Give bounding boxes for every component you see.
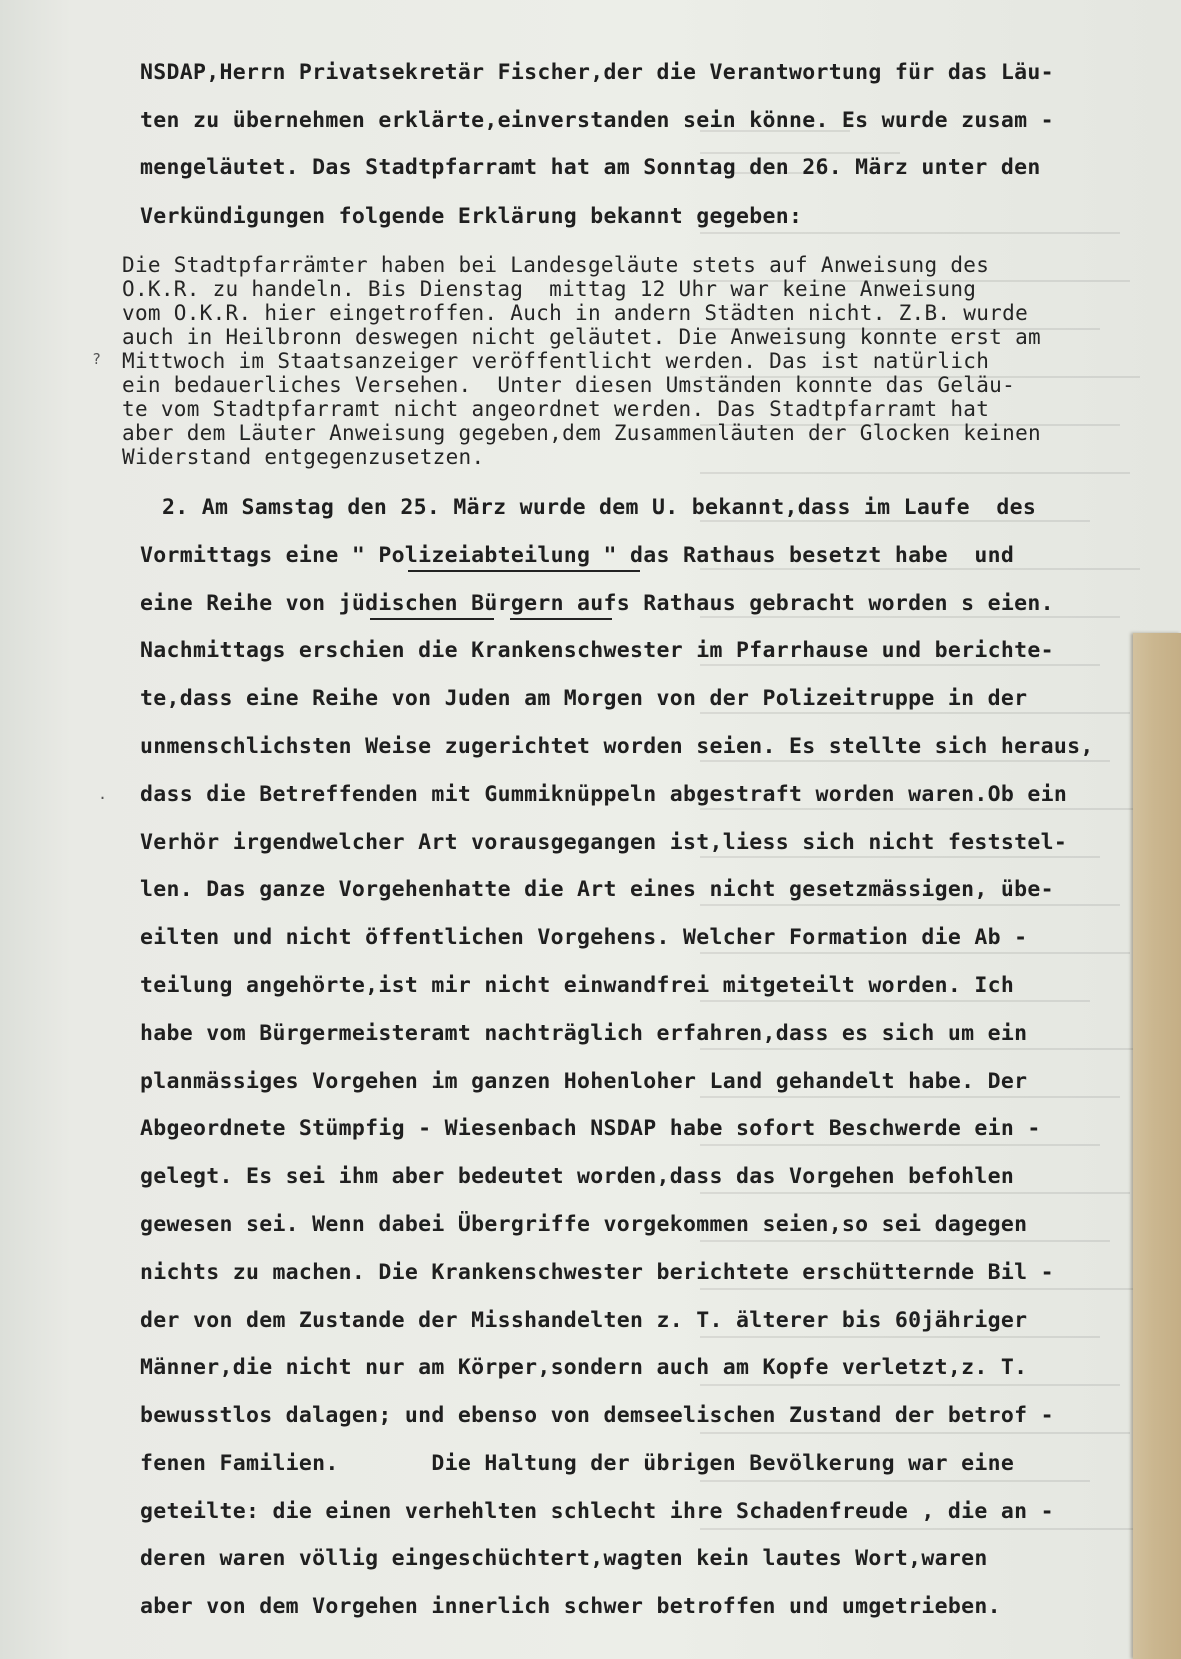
text-line: nichts zu machen. Die Krankenschwester berichtete erschütternde Bil -: [140, 1260, 1054, 1285]
text-line: ein bedauerliches Versehen. Unter diesen Umständen konnte das Geläu-: [122, 373, 1016, 397]
text-line: bewusstlos dalagen; und ebenso von demseelischen Zustand der betrof -: [140, 1403, 1054, 1428]
margin-dot-mark: .: [98, 785, 108, 803]
text-line: teilung angehörte,ist mir nicht einwandfrei mitgeteilt worden. Ich: [140, 973, 1015, 998]
text-line: auch in Heilbronn deswegen nicht geläutet. Die Anweisung konnte erst am: [122, 325, 1041, 349]
overlapping-page-edge: [1133, 633, 1181, 1659]
text-line: habe vom Bürgermeisteramt nachträglich erfahren,dass es sich um ein: [140, 1021, 1028, 1046]
text-line: Verkündigungen folgende Erklärung bekannt gegeben:: [140, 204, 803, 229]
text-line: der von dem Zustande der Misshandelten z. T. älterer bis 60jähriger: [140, 1308, 1028, 1333]
text-line: fenen Familien. Die Haltung der übrigen Bevölkerung war eine: [140, 1451, 1015, 1476]
text-line: aber von dem Vorgehen innerlich schwer betroffen und umgetrieben.: [140, 1594, 1001, 1619]
text-line: len. Das ganze Vorgehenhatte die Art eines nicht gesetzmässigen, übe-: [140, 877, 1054, 902]
text-line: ten zu übernehmen erklärte,einverstanden sein könne. Es wurde zusam -: [140, 108, 1054, 133]
text-line: 2. Am Samstag den 25. März wurde dem U. bekannt,dass im Laufe des: [162, 495, 1037, 520]
text-line: eine Reihe von jüdischen Bürgern aufs Rathaus gebracht worden s eien.: [140, 591, 1054, 616]
text-line: planmässiges Vorgehen im ganzen Hohenloher Land gehandelt habe. Der: [140, 1069, 1028, 1094]
text-line: Mittwoch im Staatsanzeiger veröffentlicht werden. Das ist natürlich: [122, 349, 990, 373]
text-line: mengeläutet. Das Stadtpfarramt hat am Sonntag den 26. März unter den: [140, 155, 1041, 180]
text-line: vom O.K.R. hier eingetroffen. Auch in andern Städten nicht. Z.B. wurde: [122, 301, 1029, 325]
underline-buergern: [510, 618, 612, 620]
text-line: deren waren völlig eingeschüchtert,wagten kein lautes Wort,waren: [140, 1546, 988, 1571]
text-line: Männer,die nicht nur am Körper,sondern auch am Kopfe verletzt,z. T.: [140, 1355, 1028, 1380]
text-line: gewesen sei. Wenn dabei Übergriffe vorgekommen seien,so sei dagegen: [140, 1212, 1028, 1237]
text-line: NSDAP,Herrn Privatsekretär Fischer,der die Verantwortung für das Läu-: [140, 60, 1054, 85]
text-line: Die Stadtpfarrämter haben bei Landesgeläute stets auf Anweisung des: [122, 253, 990, 277]
text-line: te,dass eine Reihe von Juden am Morgen von der Polizeitruppe in der: [140, 686, 1028, 711]
text-line: aber dem Läuter Anweisung gegeben,dem Zusammenläuten der Glocken keinen: [122, 421, 1041, 445]
text-line: dass die Betreffenden mit Gummiknüppeln abgestraft worden waren.Ob ein: [140, 782, 1068, 807]
text-line: eilten und nicht öffentlichen Vorgehens. Welcher Formation die Ab -: [140, 925, 1028, 950]
text-line: geteilte: die einen verhehlten schlecht ihre Schadenfreude , die an -: [140, 1499, 1054, 1524]
margin-pencil-mark: ?: [92, 350, 102, 368]
text-line: te vom Stadtpfarramt nicht angeordnet werden. Das Stadtpfarramt hat: [122, 397, 990, 421]
text-line: O.K.R. zu handeln. Bis Dienstag mittag 12 Uhr war keine Anweisung: [122, 277, 977, 301]
text-line: Widerstand entgegenzusetzen.: [122, 445, 485, 469]
text-line: Vormittags eine " Polizeiabteilung " das Rathaus besetzt habe und: [140, 543, 1015, 568]
text-line: Nachmittags erschien die Krankenschwester im Pfarrhause und berichte-: [140, 638, 1054, 663]
text-line: unmenschlichsten Weise zugerichtet worden seien. Es stellte sich heraus,: [140, 734, 1094, 759]
text-line: gelegt. Es sei ihm aber bedeutet worden,dass das Vorgehen befohlen: [140, 1164, 1015, 1189]
underline-polizeiabteilung: [408, 570, 640, 572]
text-line: Verhör irgendwelcher Art vorausgegangen ist,liess sich nicht feststel-: [140, 830, 1068, 855]
underline-juedischen: [370, 618, 494, 620]
text-line: Abgeordnete Stümpfig - Wiesenbach NSDAP habe sofort Beschwerde ein -: [140, 1116, 1041, 1141]
